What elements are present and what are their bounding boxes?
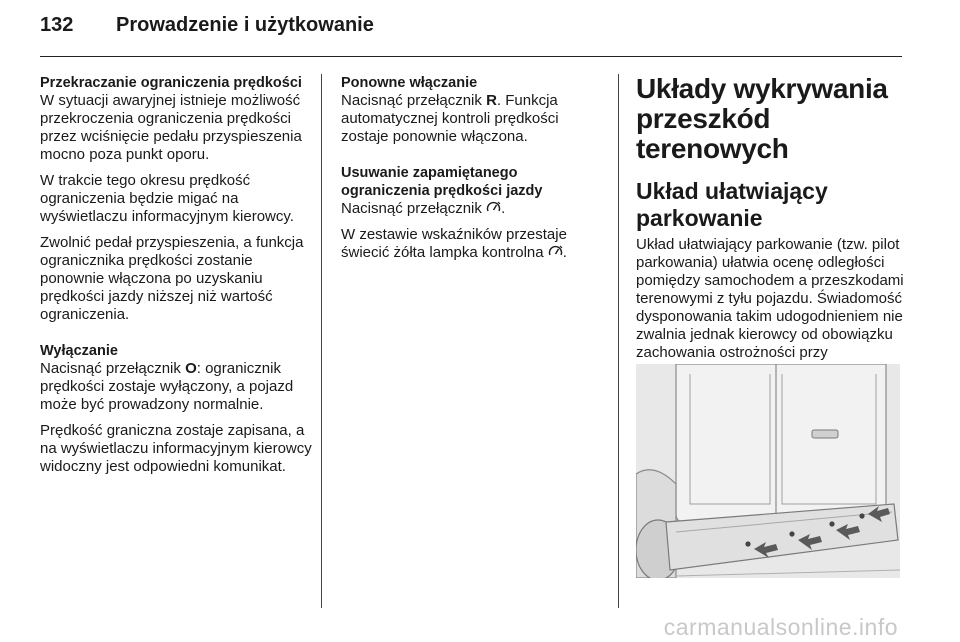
switch-o-symbol: O — [185, 360, 197, 377]
paragraph: W sytuacji awaryjnej istnieje możliwość przekroczenia ograniczenia prędkości przez wciśnięcie pedału przyspieszenia mocno poza punkt oporu. — [40, 92, 302, 163]
paragraph: W zestawie wskaźników przestaje świecić żółta lampka kontrolna . — [341, 226, 567, 261]
paragraph: Nacisnąć przełącznik R. Funkcja automatycznej kontroli prędkości zostaje ponownie włączona. — [341, 92, 559, 145]
paragraph: Nacisnąć przełącznik O: ogranicznik prędkości zostaje wyłączony, a pojazd może być prowadzony normalnie. — [40, 360, 294, 413]
paragraph: Układ ułatwiający parkowanie (tzw. pilot parkowania) ułatwia ocenę odległości pomiędzy samochodem a przeszkodami terenowymi z tyłu pojazdu. Świadomość dysponowania takim udogodnieniem nie zwalnia jednak kierowcy od obowiązku zachowania ostrożności przy — [636, 236, 904, 361]
speed-limiter-icon — [486, 201, 501, 214]
column-divider — [321, 74, 322, 608]
section-heading-reactivate: Ponowne włączanie — [341, 75, 478, 91]
parking-sensor-illustration — [636, 364, 900, 578]
paragraph: Nacisnąć przełącznik . — [341, 200, 506, 217]
column-middle — [341, 74, 607, 270]
subsection-title: Układ ułatwiający parkowanie — [636, 178, 828, 231]
paragraph: Zwolnić pedał przyspieszenia, a funkcja ogranicznika prędkości zostanie ponownie włączona po uzyskaniu prędkości jazdy niższej niż wartość ograniczenia. — [40, 234, 304, 323]
column-right — [636, 74, 906, 388]
van-rear-drawing — [636, 364, 900, 578]
paragraph: W trakcie tego okresu prędkość ograniczenia będzie migać na wyświetlaczu informacyjnym kierowcy. — [40, 172, 294, 225]
page-header — [40, 14, 900, 37]
section-heading-override: Przekraczanie ograniczenia prędkości — [40, 75, 302, 91]
section-heading-deactivate: Wyłączanie — [40, 343, 118, 359]
speed-limiter-icon — [548, 245, 563, 258]
section-title: Układy wykrywania przeszkód terenowych — [636, 73, 888, 164]
header-rule — [40, 56, 902, 57]
watermark: carmanualsonline.info — [663, 614, 898, 640]
chapter-title: Prowadzenie i użytkowanie — [116, 14, 374, 36]
paragraph: Prędkość graniczna zostaje zapisana, a na wyświetlaczu informacyjnym kierowcy widoczny jest odpowiedni komunikat. — [40, 422, 312, 475]
page-number: 132 — [40, 14, 74, 36]
column-left — [40, 74, 312, 484]
switch-r-symbol: R — [486, 92, 497, 109]
section-heading-clear-limit: Usuwanie zapamiętanego ograniczenia prędkości jazdy — [341, 165, 543, 199]
column-divider — [618, 74, 619, 608]
